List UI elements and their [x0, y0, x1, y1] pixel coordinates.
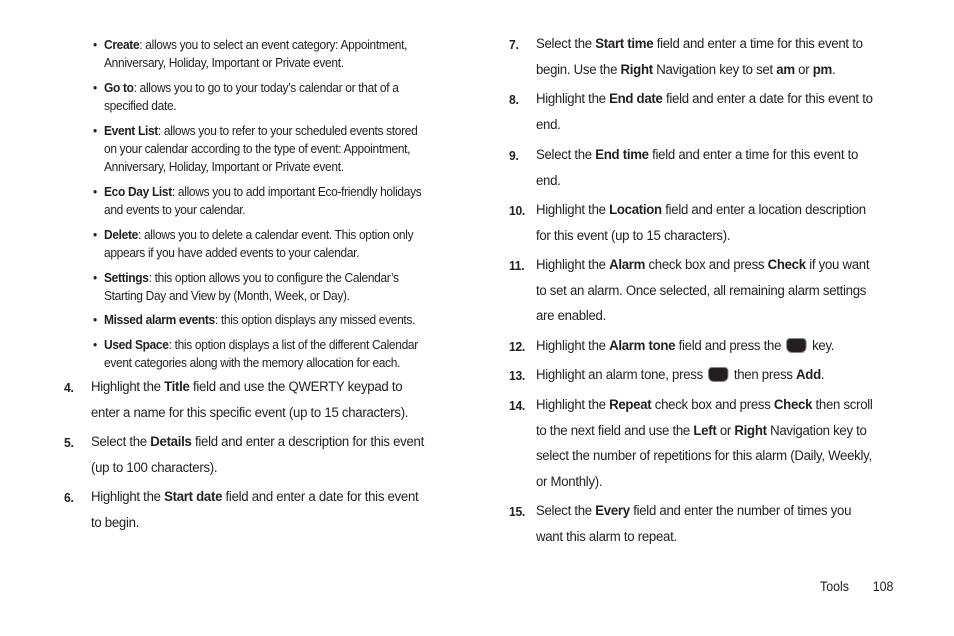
step-number: 15.: [509, 504, 525, 519]
bullet-term: Missed alarm events: [104, 312, 215, 327]
step-number: 8.: [509, 92, 519, 107]
bullet-term: Settings: [104, 270, 149, 285]
bullet-missed-alarm-events: • Missed alarm events: this option displays any missed events.: [92, 312, 416, 327]
bullet-term: Used Space: [104, 337, 169, 352]
step-text: Select the End time field and enter a time for this event to end.: [535, 147, 859, 189]
bullet-create: • Create: allows you to select an event category: Appointment, Anniversary, Holiday, Important or Private event.: [92, 37, 408, 70]
step-number: 14.: [509, 398, 525, 413]
step-number: 9.: [509, 148, 519, 163]
step-number: 10.: [509, 203, 525, 218]
bullet-eco-day-list: • Eco Day List: allows you to add important Eco-friendly holidays and events to your calendar.: [92, 184, 422, 217]
step-text: Highlight the Repeat check box and press Check then scroll to the next field and use the Left or Right Navigation key to select the number of repetitions for this alarm (Daily, Weekly, or Monthly).: [535, 397, 873, 490]
bullet-go-to: • Go to: allows you to go to your today’s calendar or that of a specified date.: [92, 80, 399, 113]
select-key-icon: [708, 367, 728, 382]
bullet-text: : allows you to select an event category: Appointment, Anniversary, Holiday, Important or Private event.: [104, 37, 408, 70]
step-text: Highlight the Location field and enter a location description for this event (up to 15 characters).: [535, 202, 866, 244]
step-text: Highlight the End date field and enter a date for this event to end.: [535, 91, 873, 133]
step-text: Highlight the Alarm tone field and press the key.: [535, 338, 835, 354]
page-footer: [820, 579, 893, 594]
step-number: 5.: [64, 435, 74, 450]
bullet-used-space: • Used Space: this option displays a list of the different Calendar event categories along with the memory allocation for each.: [92, 337, 418, 370]
step-number: 4.: [64, 380, 74, 395]
step-13: [509, 363, 874, 389]
step-6: [64, 485, 429, 536]
bullet-settings: • Settings: this option allows you to configure the Calendar’s Starting Day and View by (Month, Week, or Day).: [92, 270, 399, 303]
bullet-text: : this option displays any missed events.: [214, 312, 416, 327]
step-text: Select the Start time field and enter a time for this event to begin. Use the Right Navigation key to set am or pm.: [535, 36, 863, 78]
step-7: [509, 32, 874, 83]
step-number: 6.: [64, 490, 74, 505]
bullet-text: : allows you to add important Eco-friendly holidays and events to your calendar.: [104, 184, 422, 217]
step-14: [509, 393, 874, 495]
bullet-text: : this option displays a list of the different Calendar event categories along with the memory allocation for each.: [104, 337, 418, 370]
bullet-term: Create: [104, 37, 140, 52]
step-number: 11.: [509, 258, 525, 273]
bullet-term: Go to: [104, 80, 134, 95]
step-text: Highlight the Start date field and enter a date for this event to begin.: [90, 489, 419, 531]
bullet-term: Event List: [104, 123, 158, 138]
bullet-delete: • Delete: allows you to delete a calendar event. This option only appears if you have added events to your calendar.: [92, 227, 414, 260]
bullet-text: : allows you to delete a calendar event. This option only appears if you have added events to your calendar.: [104, 227, 414, 260]
bullet-term: Eco Day List: [104, 184, 172, 199]
step-text: Select the Details field and enter a description for this event (up to 100 characters).: [90, 434, 425, 476]
bullet-text: : this option allows you to configure the Calendar’s Starting Day and View by (Month, Week, or Day).: [104, 270, 399, 303]
step-text: Highlight the Title field and use the QWERTY keypad to enter a name for this specific event (up to 15 characters).: [90, 379, 409, 421]
step-5: [64, 430, 429, 481]
select-key-icon: [786, 338, 806, 353]
step-4: [64, 375, 429, 426]
step-number: 13.: [509, 368, 525, 383]
step-15: [509, 499, 874, 550]
step-10: [509, 198, 874, 249]
bullet-text: : allows you to go to your today’s calendar or that of a specified date.: [104, 80, 399, 113]
step-text: Select the Every field and enter the number of times you want this alarm to repeat.: [535, 503, 852, 545]
step-number: 7.: [509, 37, 519, 52]
footer-section: Tools: [820, 579, 849, 594]
bullet-term: Delete: [104, 227, 138, 242]
step-8: [509, 87, 874, 138]
step-text: Highlight an alarm tone, press then press Add.: [535, 367, 825, 383]
step-12: [509, 334, 874, 360]
step-11: [509, 253, 874, 330]
bullet-event-list: • Event List: allows you to refer to your scheduled events stored on your calendar according to the type of event: Appointment, Anniversary, Holiday, Important or Private event.: [92, 123, 418, 174]
step-text: Highlight the Alarm check box and press Check if you want to set an alarm. Once selected, all remaining alarm settings are enabled.: [535, 257, 870, 324]
step-number: 12.: [509, 339, 525, 354]
bullet-text: : allows you to refer to your scheduled events stored on your calendar according to the type of event: Appointment, Anniversary, Holiday, Important or Private event.: [104, 123, 418, 174]
page-number: 108: [872, 579, 894, 594]
step-9: [509, 143, 874, 194]
